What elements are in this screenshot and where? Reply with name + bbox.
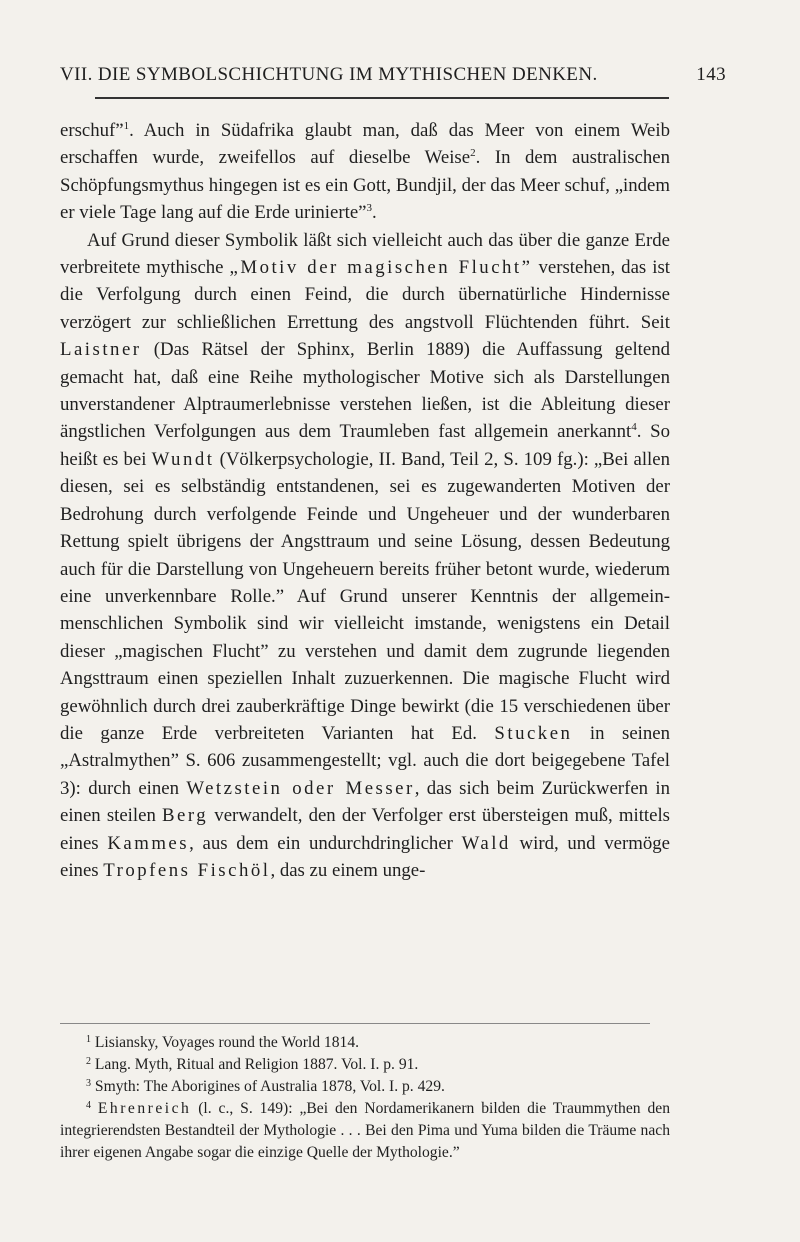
page-number: 143 (696, 64, 726, 85)
emphasis: Tropfens Fischöl (103, 859, 271, 881)
emphasis: Wald (461, 832, 511, 854)
footnote: $^4$ Ehrenreich (l. c., S. 149): „Bei den Nordamerikanern bilden die Traummythen den integrierendsten Bestandteil der Mythologie . . . Bei den Pima und Yuma bilden die Träume nach ihrer eigenen Angabe sogar die einzige Quelle der Mythologie.” (60, 1100, 670, 1161)
footnote: $^3$ Smyth: The Aborigines of Australia 1878, Vol. I. p. 429. (86, 1078, 445, 1095)
footnotes (60, 1032, 670, 1164)
emphasis: Laistner (60, 339, 142, 361)
emphasis: Kammes (107, 832, 190, 854)
footnote-rule (60, 1023, 650, 1024)
emphasis: „Motiv der magischen Flucht” (229, 257, 533, 279)
chapter-title: VII. DIE SYMBOLSCHICHTUNG IM MYTHISCHEN DENKEN. (60, 64, 598, 85)
emphasis: Berg (161, 805, 209, 827)
emphasis: Wundt (151, 448, 215, 470)
main-text (60, 117, 670, 884)
footnote: $^2$ Lang. Myth, Ritual and Religion 1887. Vol. I. p. 91. (86, 1056, 419, 1073)
emphasis: Ehrenreich (97, 1100, 192, 1117)
header-rule (95, 97, 669, 99)
footnote-ref: 4 (631, 421, 637, 434)
footnote-ref: 1 (123, 120, 130, 132)
running-header (60, 64, 726, 86)
footnote: $^1$ Lisiansky, Voyages round the World 1814. (86, 1034, 360, 1051)
footnote-ref: 2 (470, 147, 476, 160)
footnote-ref: 3 (366, 202, 373, 215)
emphasis: Stucken (494, 722, 573, 744)
emphasis: Wetzstein oder Messer (186, 777, 415, 799)
paragraph: Auf Grund dieser Symbolik läßt sich vielleicht auch das über die ganze Erde verbreitete mythische „Motiv der magischen Flucht” verstehen, das ist die Verfolgung durch einen Feind, die durch übernatürliche Hindernisse verzögert zur schließlichen Errettung des angstvoll Flüchtenden führt. Seit Laistner (Das Rätsel der Sphinx, Berlin 1889) die Auffassung geltend gemacht hat, daß eine Reihe mythologischer Motive sich als Darstellungen unverstandener Alptraumerlebnisse verstehen ließen, ist die Ableitung dieser ängstlichen Verfolgungen aus dem Traumleben fast allgemein anerkannt$^4$. So heißt es bei Wundt (Völkerpsychologie, II. Band, Teil 2, S. 109 fg.): „Bei allen diesen, sei es selbständig entstandenen, sei es zugewanderten Motiven der Bedrohung durch verfolgende Feinde und Ungeheuer und der wunderbaren Rettung spielt übrigens der Angsttraum und seine Lösung, dessen Bedeutung auch für die Darstellung von Ungeheuern bereits früher betont wurde, wiederum eine unverkennbare Rolle.” Auf Grund unserer Kenntnis der allgemein-menschlichen Symbolik sind wir vielleicht imstande, wenigstens ein Detail dieser „magischen Flucht” zu verstehen und damit dem zugrunde liegenden Angsttraum einen speziellen Inhalt zuzuerkennen. Die magische Flucht wird gewöhnlich durch drei zauberkräftige Dinge bewirkt (die 15 verschiedenen über die ganze Erde verbreiteten Varianten hat Ed. Stucken in seinen „Astralmythen” S. 606 zusammengestellt; vgl. auch die dort beigegebene Tafel 3): durch einen Wetzstein oder Messer, das sich beim Zurückwerfen in einen steilen Berg verwandelt, den der Verfolger erst übersteigen muß, mittels eines Kammes, aus dem ein undurchdringlicher Wald wird, und vermöge eines Tropfens Fischöl, das zu einem unge- (60, 229, 671, 881)
paragraph: erschuf”$^1$. Auch in Südafrika glaubt man, daß das Meer von einem Weib erschaffen wurde, zweifellos auf dieselbe Weise$^2$. In dem australischen Schöpfungsmythus hingegen ist es ein Gott, Bundjil, der das Meer schuf, „indem er viele Tage lang auf die Erde urinierte”$^3$. (60, 120, 670, 224)
